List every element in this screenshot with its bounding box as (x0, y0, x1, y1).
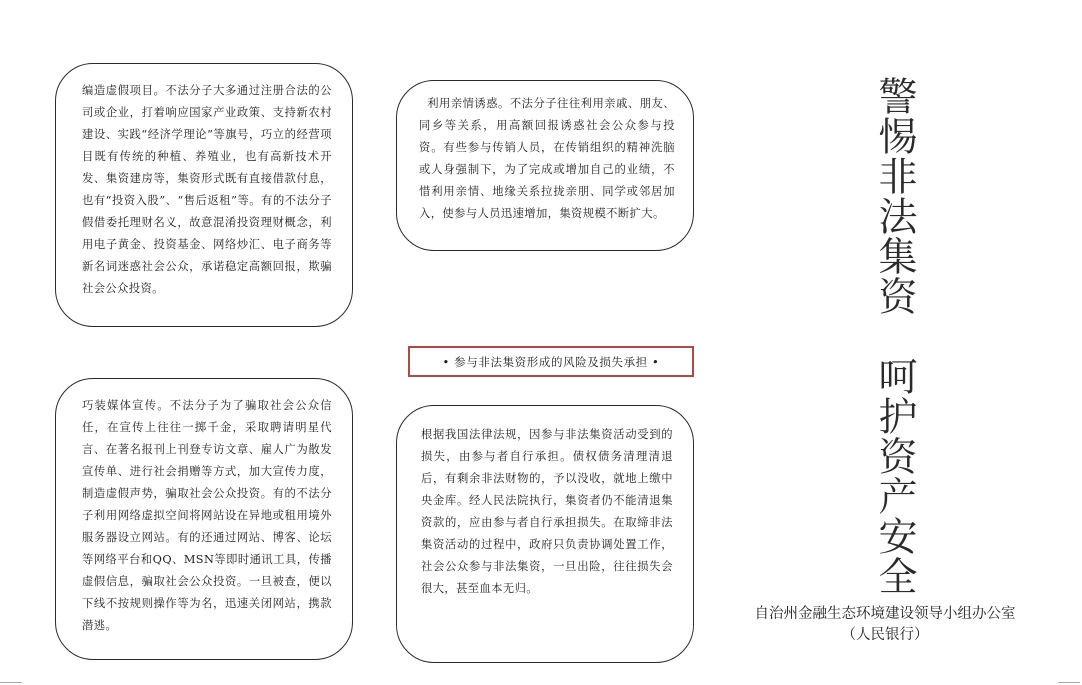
issuer-subname: （人民银行） (841, 627, 929, 643)
fake-project-panel (55, 63, 353, 327)
crop-mark-right (1058, 682, 1080, 683)
media-promotion-panel (55, 378, 353, 660)
issuer-name: 自治州金融生态环境建设领导小组办公室 (754, 606, 1016, 622)
kinship-lure-text: 利用亲情诱惑。不法分子往往利用亲戚、朋友、同乡等关系，用高额回报诱惑社会公众参与投资。有些参与传销人员，在传销组织的精神洗脑或人身强制下，为了完成或增加自己的业绩，不惜利用亲情、地缘关系拉拢亲朋、同学或邻居加入，使参与人员迅速增加，集资规模不断扩大。 (419, 97, 675, 220)
kinship-lure-panel (396, 80, 694, 251)
fake-project-text: 编造虚假项目。不法分子大多通过注册合法的公司或企业，打着响应国家产业政策、支持新农村建设、实践“经济学理论”等旗号，巧立的经营项目既有传统的种植、养殖业，也有高新技术开发、集资建房等，集资形式既有直接借款付息，也有“投资入股”、“售后返租”等。有的不法分子假借委托理财名义，故意混淆投资理财概念，利用电子黄金、投资基金、网络炒汇、电子商务等新名词迷惑社会公众，承诺稳定高额回报，欺骗社会公众投资。 (82, 84, 332, 295)
loss-responsibility-text: 根据我国法律法规，因参与非法集资活动受到的损失，由参与者自行承担。债权债务清理清退后，有剩余非法财物的，予以没收，就地上缴中央金库。经人民法院执行，集资者仍不能清退集资款的，应由参与者自行承担损失。在取缔非法集资活动的过程中，政府只负责协调处置工作，社会公众参与非法集资，一旦出险，往往损失会很大，甚至血本无归。 (421, 428, 673, 595)
issuer-block (735, 604, 1035, 646)
media-promotion-text: 巧装媒体宣传。不法分子为了骗取社会公众信任，在宣传上往往一掷千金，采取聘请明星代言、在著名报刊上刊登专访文章、雇人广为散发宣传单、进行社会捐赠等方式，加大宣传力度，制造虚假声势，骗取社会公众投资。有的不法分子利用网络虚拟空间将网站设在异地或租用境外服务器设立网站。有的还通过网站、博客、论坛等网络平台和QQ、MSN等即时通讯工具，传播虚假信息，骗取社会公众投资。一旦被查，便以下线不按规则操作等为名，迅速关闭网站，携款潜逃。 (82, 399, 332, 632)
loss-responsibility-panel (396, 405, 694, 663)
risk-loss-banner: • 参与非法集资形成的风险及损失承担 • (408, 346, 694, 377)
page-title: 警惕非法集资 呵护资产安全 (872, 76, 917, 596)
crop-mark-left (0, 682, 22, 683)
